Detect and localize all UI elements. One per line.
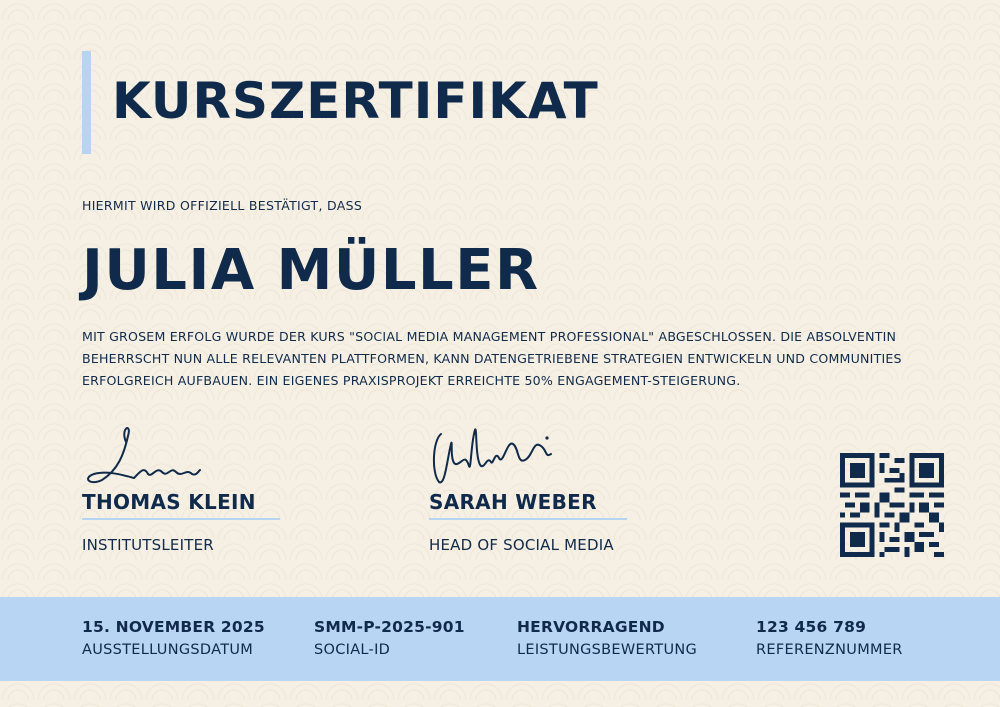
social-id-value: SMM-P-2025-901 — [314, 618, 465, 636]
footer-social-id — [314, 618, 465, 658]
footer-reference — [756, 618, 903, 658]
footer-rating — [517, 618, 697, 658]
recipient-name: JULIA MÜLLER — [82, 238, 540, 303]
certificate-title: KURSZERTIFIKAT — [112, 72, 599, 130]
signatory-role-1: INSTITUTSLEITER — [82, 536, 214, 554]
rating-value: HERVORRAGEND — [517, 618, 665, 636]
signature-2-image — [429, 420, 629, 490]
course-description: MIT GROSEM ERFOLG WURDE DER KURS "SOCIAL MEDIA MANAGEMENT PROFESSIONAL" ABGESCHLOSSEN. DIE ABSOLVENTIN BEHERRSCHT NUN ALLE RELEVANTEN PLATTFORMEN, KANN DATENGETRIEBENE STRATEGIEN ENTWICKELN UND COMMUNITIES ERFOLGREICH AUFBAUEN. EIN EIGENES PRAXISPROJEKT ERREICHTE 50% ENGAGEMENT-STEIGERUNG. — [82, 329, 902, 388]
reference-value: 123 456 789 — [756, 618, 867, 636]
social-id-label: SOCIAL-ID — [314, 642, 391, 658]
signature-underline-2 — [429, 518, 627, 520]
details-footer — [0, 597, 1000, 681]
issue-date-value: 15. NOVEMBER 2025 — [82, 618, 265, 636]
signatory-role-2: HEAD OF SOCIAL MEDIA — [429, 536, 614, 554]
intro-text: HIERMIT WIRD OFFIZIELL BESTÄTIGT, DASS — [82, 198, 363, 213]
issue-date-label: AUSSTELLUNGSDATUM — [82, 642, 254, 658]
qr-code-icon[interactable] — [840, 453, 944, 557]
signatory-name-1: THOMAS KLEIN — [82, 490, 256, 514]
footer-issue-date — [82, 618, 265, 658]
signature-underline-1 — [82, 518, 280, 520]
title-accent-bar — [82, 51, 91, 154]
rating-label: LEISTUNGSBEWERTUNG — [517, 642, 698, 658]
signatory-block-1 — [82, 420, 282, 554]
signatory-name-2: SARAH WEBER — [429, 490, 597, 514]
signatory-block-2 — [429, 420, 629, 554]
reference-label: REFERENZNUMMER — [756, 642, 903, 658]
signature-1-image — [82, 420, 282, 490]
